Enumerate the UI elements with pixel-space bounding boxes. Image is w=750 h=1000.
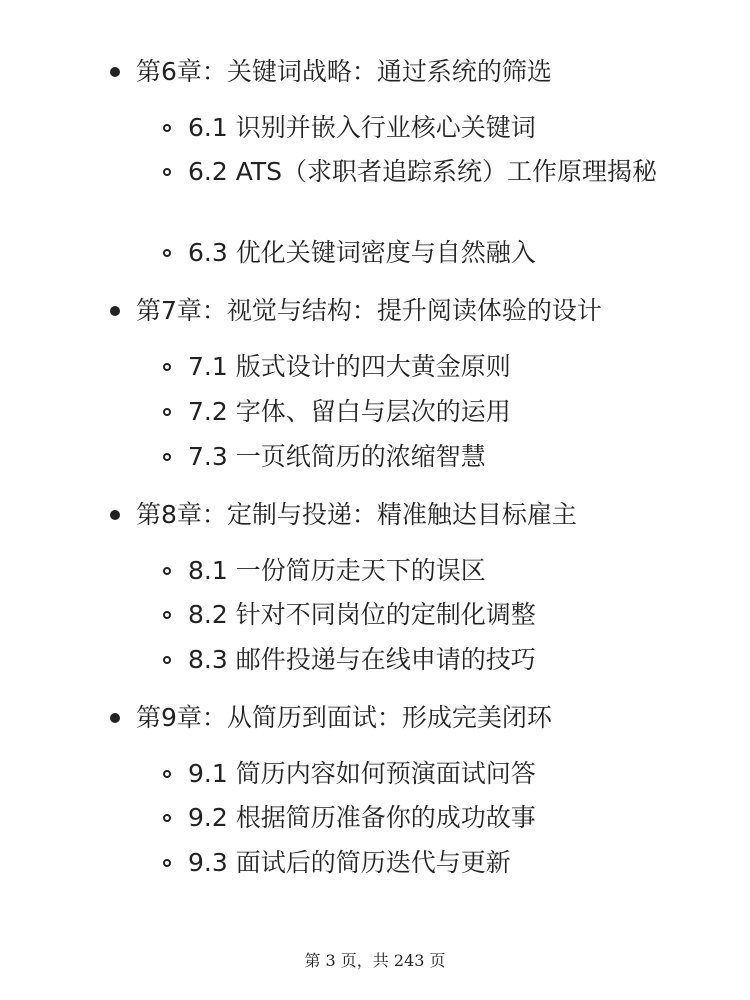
circle-bullet-icon [163,168,171,176]
chapter-title: 第8章：定制与投递：精准触达目标雇主 [136,500,577,529]
circle-bullet-icon [163,124,171,132]
circle-bullet-icon [163,814,171,822]
section-item: 9.2 根据简历准备你的成功故事 [188,803,536,832]
section-item: 7.1 版式设计的四大黄金原则 [188,352,511,381]
circle-bullet-icon [163,656,171,664]
section-item: 6.3 优化关键词密度与自然融入 [188,238,536,267]
section-item: 8.3 邮件投递与在线申请的技巧 [188,645,536,674]
circle-bullet-icon [163,453,171,461]
bullet-icon [110,713,120,723]
circle-bullet-icon [163,567,171,575]
circle-bullet-icon [163,611,171,619]
section-item: 7.2 字体、留白与层次的运用 [188,397,511,426]
section-item: 9.3 面试后的简历迭代与更新 [188,848,511,877]
bullet-icon [110,67,120,77]
circle-bullet-icon [163,249,171,257]
bullet-icon [110,306,120,316]
circle-bullet-icon [163,408,171,416]
page-number: 第 3 页，共 243 页 [304,951,446,970]
section-item: 8.2 针对不同岗位的定制化调整 [188,600,536,629]
chapter-title: 第6章：关键词战略：通过系统的筛选 [136,57,552,86]
circle-bullet-icon [163,770,171,778]
circle-bullet-icon [163,859,171,867]
chapter-title: 第9章：从简历到面试：形成完美闭环 [136,703,552,732]
bullet-icon [110,510,120,520]
section-item: 7.3 一页纸简历的浓缩智慧 [188,442,486,471]
chapter-title: 第7章：视觉与结构：提升阅读体验的设计 [136,296,602,325]
section-item: 8.1 一份简历走天下的误区 [188,556,486,585]
circle-bullet-icon [163,363,171,371]
section-item: 6.2 ATS（求职者追踪系统）工作原理揭秘 [188,157,658,186]
section-item: 9.1 简历内容如何预演面试问答 [188,759,536,788]
section-item: 6.1 识别并嵌入行业核心关键词 [188,113,536,142]
